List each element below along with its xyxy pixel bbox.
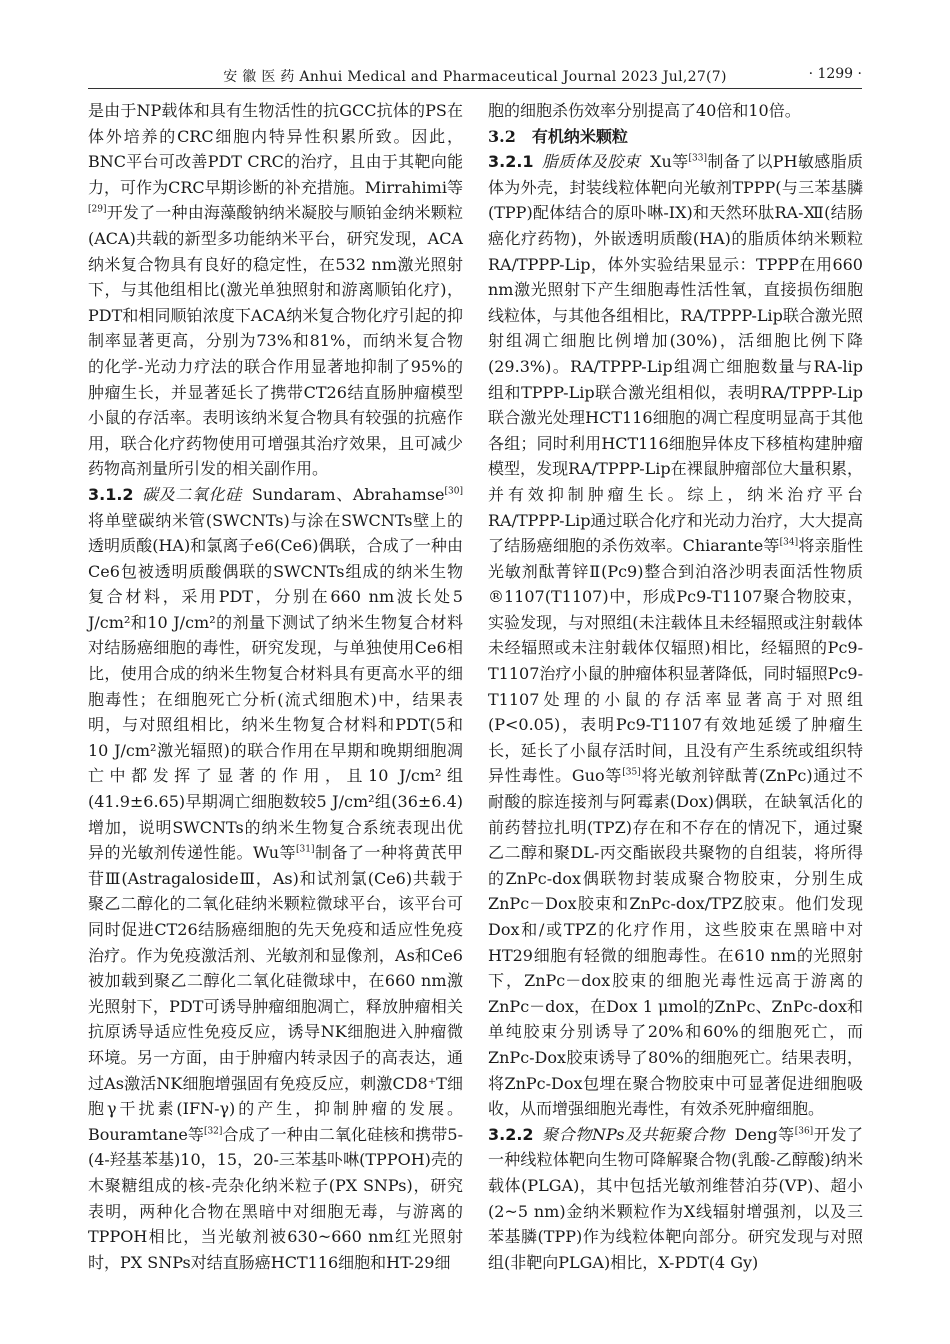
citation[interactable]: [33] bbox=[688, 153, 707, 164]
left-column bbox=[88, 98, 463, 1275]
section-number: 3.2.2 bbox=[488, 1124, 534, 1144]
citation[interactable]: [32] bbox=[203, 1126, 223, 1137]
paragraph: 是由于NP载体和具有生物活性的抗GCC抗体的PS在体外培养的CRC细胞内特异性积累所致。因此，BNC平台可改善PDT CRC的治疗，且由于其靶向能力，可作为CRC早期诊断的补充措施。Mirrahimi等[29]开发了一种由海藻酸钠纳米凝胶与顺铂金纳米颗粒(ACA)共载的新型多功能纳米平台，研究发现，ACA纳米复合物具有良好的稳定性，在532 nm激光照射下，与其他组相比(激光单独照射和游离顺铂化疗)，PDT和相同顺铂浓度下ACA纳米复合物化疗引起的抑制率显著更高，分别为73%和81%，而纳米复合物的化学-光动力疗法的联合作用显著地抑制了95%的肿瘤生长，并显著延长了携带CT26结直肠肿瘤模型小鼠的存活率。表明该纳米复合物具有较强的抗癌作用，联合化疗药物使用可增强其治疗效果，且可减少药物高剂量所引发的相关副作用。 bbox=[88, 101, 463, 479]
citation[interactable]: [34] bbox=[779, 537, 799, 548]
paragraph: 胞的细胞杀伤效率分别提高了40倍和10倍。 bbox=[488, 101, 801, 120]
page-number: · 1299 · bbox=[808, 66, 862, 82]
section-title: 聚合物NPs及共轭聚合物 bbox=[541, 1124, 725, 1144]
citation[interactable]: [31] bbox=[296, 844, 315, 855]
running-header bbox=[88, 62, 862, 89]
citation[interactable]: [35] bbox=[622, 768, 641, 779]
citation[interactable]: [29] bbox=[88, 205, 107, 216]
journal-title: 安 徽 医 药 Anhui Medical and Pharmaceutical Journal 2023 Jul,27(7) bbox=[223, 69, 727, 85]
section-title: 碳及二氧化硅 bbox=[141, 484, 242, 504]
subsection-3-2-2: 3.2.2 聚合物NPs及共轭聚合物 Deng等[36]开发了一种线粒体靶向生物可降解聚合物(乳酸-乙醇酸)纳米载体(PLGA)，其中包括光敏剂维替泊芬(VP)、超小(2~5 nm)金纳米颗粒作为X线辐射增强剂，以及三苯基膦(TPP)作为线粒体靶向部分。研究发现与对照组(非靶向PLGA)相比，X-PDT(4 Gy) bbox=[488, 1124, 863, 1272]
subsection-3-2-1: 3.2.1 脂质体及胶束 Xu等[33]制备了以PH敏感脂质体为外壳，封装线粒体靶向光敏剂TPPP(与三苯基膦(TPP)配体结合的原卟啉-IX)和天然环肽RA-Ⅻ(结肠癌化疗药物)，外嵌透明质酸(HA)的脂质体纳米颗粒RA/TPPP-Lip，体外实验结果显示：TPPP在用660 nm激光照射下产生细胞毒性活性氧，直接损伤细胞线粒体，与其他各组相比，RA/TPPP-Lip联合激光照射组凋亡细胞比例增加(30%)，活细胞比例下降(29.3%)。RA/TPPP-Lip组凋亡细胞数量与RA-lip组和TPPP-Lip联合激光组相似，表明RA/TPPP-Lip联合激光处理HCT116细胞的凋亡程度明显高于其他各组；同时利用HCT116细胞异体皮下移植构建肿瘤模型，发现RA/TPPP-Lip在裸鼠肿瘤部位大量积累，并有效抑制肿瘤生长。综上，纳米治疗平台RA/TPPP-Lip通过联合化疗和光动力治疗，大大提高了结肠癌细胞的杀伤效率。Chiarante等[34]将亲脂性光敏剂酞菁锌Ⅱ(Pc9)整合到泊洛沙明表面活性物质®1107(T1107)中，形成Pc9-T1107聚合物胶束，实验发现，与对照组(未注载体且未经辐照或注射载体未经辐照或未注射载体仅辐照)相比，经辐照的Pc9-T1107治疗小鼠的肿瘤体积显著降低，同时辐照Pc9-T1107处理的小鼠的存活率显著高于对照组(P<0.05)，表明Pc9-T1107有效地延缓了肿瘤生长，延长了小鼠存活时间，且没有产生系统或组织特异性毒性。Guo等[35]将光敏剂锌酞菁(ZnPc)通过不耐酸的腙连接剂与阿霉素(Dox)偶联，在缺氧活化的前药替拉扎明(TPZ)存在和不存在的情况下，通过聚乙二醇和聚DL-丙交酯嵌段共聚物的自组装，将所得的ZnPc-dox偶联物封装成聚合物胶束，分别生成ZnPc－Dox胶束和ZnPc-dox/TPZ胶束。他们发现Dox和/或TPZ的化疗作用，这些胶束在黑暗中对HT29细胞有轻微的细胞毒性。在610 nm的光照射下，ZnPc－dox胶束的细胞光毒性远高于游离的ZnPc－dox，在Dox 1 μmol的ZnPc、ZnPc-dox和单纯胶束分别诱导了20%和60%的细胞死亡，而ZnPc-Dox胶束诱导了80%的细胞死亡。结果表明，将ZnPc-Dox包埋在聚合物胶束中可显著促进细胞吸收，从而增强细胞光毒性，有效杀死肿瘤细胞。 bbox=[488, 152, 863, 1119]
section-number: 3.2.1 bbox=[488, 152, 534, 172]
section-heading-3-2: 3.2 有机纳米颗粒 bbox=[488, 126, 628, 146]
right-column bbox=[488, 98, 863, 1275]
section-number: 3.1.2 bbox=[88, 484, 134, 504]
section-title: 脂质体及胶束 bbox=[541, 152, 641, 172]
citation[interactable]: [30] bbox=[444, 486, 463, 497]
subsection-3-1-2: 3.1.2 碳及二氧化硅 Sundaram、Abrahamse[30]将单壁碳纳米管(SWCNTs)与涂在SWCNTs壁上的透明质酸(HA)和氯离子e6(Ce6)偶联，合成了一种由Ce6包被透明质酸偶联的SWCNTs组成的纳米生物复合材料，采用PDT，分别在660 nm波长处5 J/cm²和10 J/cm²的剂量下测试了纳米生物复合材料对结肠癌细胞的毒性，研究发现，与单独使用Ce6相比，使用合成的纳米生物复合材料具有更高水平的细胞毒性；在细胞死亡分析(流式细胞术)中，结果表明，与对照组相比，纳米生物复合材料和PDT(5和10 J/cm²激光辐照)的联合作用在早期和晚期细胞凋亡中都发挥了显著的作用，且10 J/cm²组(41.9±6.65)早期凋亡细胞数较5 J/cm²组(36±6.4)增加，说明SWCNTs的纳米生物复合系统表现出优异的光敏剂传递性能。Wu等[31]制备了一种将黄芪甲苷Ⅲ(AstragalosideⅢ，As)和试剂氯(Ce6)共载于聚乙二醇化的二氧化硅纳米颗粒微球平台，该平台可同时促进CT26结肠癌细胞的先天免疫和适应性免疫治疗。作为免疫激活剂、光敏剂和显像剂，As和Ce6被加载到聚乙二醇化二氧化硅微球中，在660 nm激光照射下，PDT可诱导肿瘤细胞凋亡，释放肿瘤相关抗原诱导适应性免疫反应，诱导NK细胞进入肿瘤微环境。另一方面，由于肿瘤内转录因子的高表达，通过As激活NK细胞增强固有免疫反应，刺激CD8⁺T细胞γ干扰素(IFN-γ)的产生，抑制肿瘤的发展。Bouramtane等[32]合成了一种由二氧化硅核和携带5-(4-羟基苯基)10，15，20-三苯基卟啉(TPPOH)壳的木聚糖组成的核-壳杂化纳米粒子(PX SNPs)，研究表明，两种化合物在黑暗中对细胞无毒，与游离的TPPOH相比，当光敏剂被630~660 nm红光照射时，PX SNPs对结直肠癌HCT116细胞和HT-29细 bbox=[88, 484, 463, 1272]
citation[interactable]: [36] bbox=[794, 1126, 814, 1137]
